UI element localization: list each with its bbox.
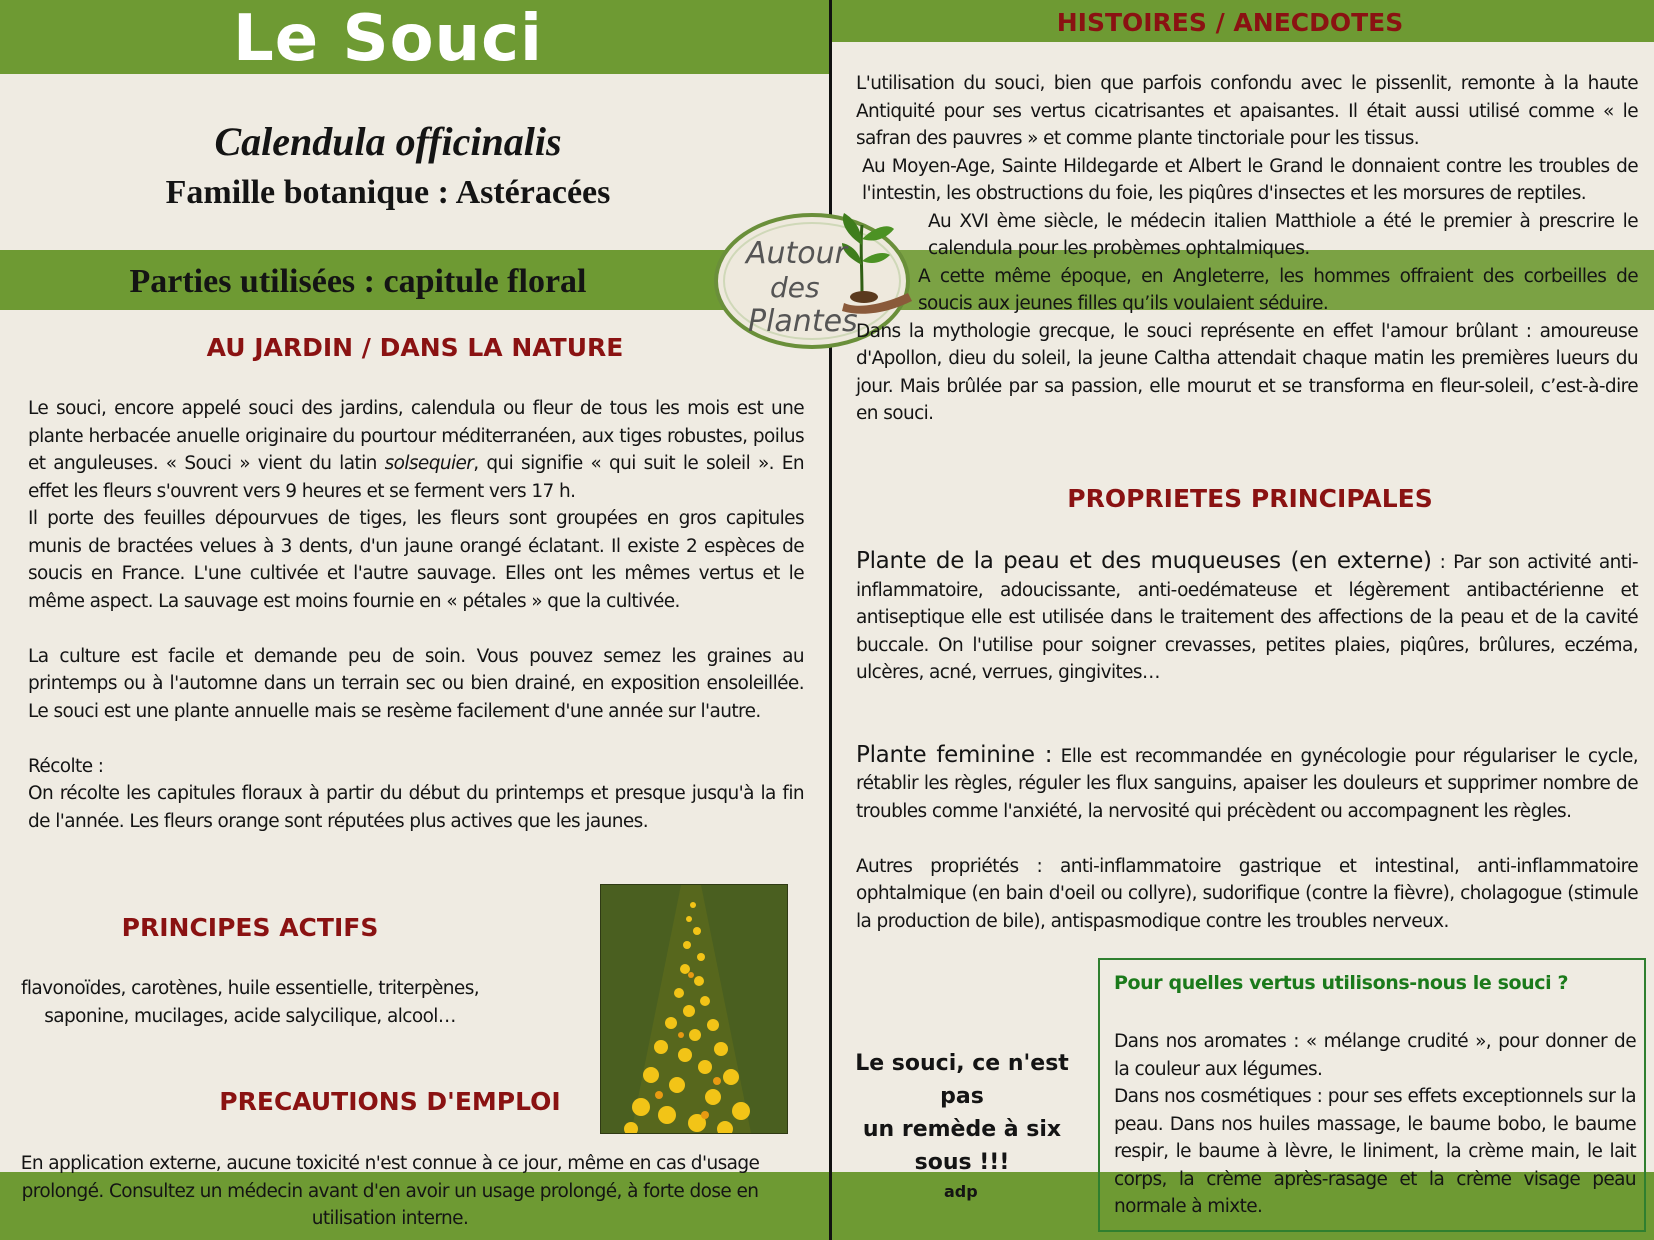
footer-adp: adp bbox=[944, 1182, 978, 1201]
principes-line-2: saponine, mucilages, acide salycilique, alcool… bbox=[44, 1006, 456, 1027]
proprietes-peau: Plante de la peau et des muqueuses (en externe) : Par son activité anti-inflammatoire, adoucissante, anti-oedémateuse et légèrement antibactérienne et antiseptique elle est utilisée dans le traitement des affections de la peau et de la cavité buccale. On l'utilise pour soigner crevasses, petites plaies, piqûres, brûlures, eczéma, ulcères, acné, verrues, gingivites… bbox=[856, 548, 1639, 683]
proprietes-autres: Autres propriétés : anti-inflammatoire gastrique et intestinal, anti-inflammatoire ophtalmique (en bain d'oeil ou collyre), sudorifique (contre la fièvre), cholagogue (stimule la production de bile), antispasmodique contre les troubles nerveux. bbox=[856, 855, 1638, 932]
histoires-paragraph-5: Dans la mythologie grecque, le souci représente en effet l'amour brûlant : amoureuse d'Apollon, dieu du soleil, la jeune Caltha attendait chaque matin les premières lueurs du jour. Mais brûlée par sa passion, elle mourut et se transforma en fleur-soleil, c’est-à-dire en souci. bbox=[856, 320, 1638, 424]
principes-text bbox=[0, 975, 500, 1031]
precautions-heading: PRECAUTIONS D'EMPLOI bbox=[219, 1087, 561, 1116]
calendula-field-photo bbox=[600, 884, 788, 1134]
latin-name: Calendula officinalis bbox=[214, 119, 562, 164]
proprietes-heading: PROPRIETES PRINCIPALES bbox=[1067, 484, 1433, 513]
vertus-cosmetiques: Dans nos cosmétiques : pour ses effets exceptionnels sur la peau. Dans nos huiles massage, le baume bobo, le baume respir, le baume à lèvre, le liniment, la crème main, le lait corps, la crème après-rasage et la crème visage peau normale à mixte. bbox=[1114, 1086, 1636, 1217]
jardin-paragraph-2: Il porte des feuilles dépourvues de tiges, les fleurs sont groupées en gros capitules munis de bractées velues à 3 dents, d'un jaune orangé éclatant. Il existe 2 espèces de soucis en France. L'une cultivée et l'autre sauvage. Elles ont les mêmes vertus et le même aspect. La sauvage est moins fournie en « pétales » que la cultivée. bbox=[28, 508, 804, 612]
parts-used: Parties utilisées : capitule floral bbox=[129, 263, 587, 300]
jardin-paragraph-3: La culture est facile et demande peu de soin. Vous pouvez semez les graines au printemps ou à l'automne dans un terrain sec ou bien drainé, en exposition ensoleillée. Le souci est une plante annuelle mais se resème facilement d'une année sur l'autre. bbox=[28, 645, 804, 722]
vertus-box bbox=[1098, 958, 1646, 1232]
logo-text-plantes: Plantes bbox=[748, 304, 858, 339]
jardin-text bbox=[28, 395, 804, 835]
principes-line-1: flavonoïdes, carotènes, huile essentielle, triterpènes, bbox=[20, 978, 480, 999]
histoires-heading: HISTOIRES / ANECDOTES bbox=[1056, 8, 1404, 37]
jardin-paragraph-1: Le souci, encore appelé souci des jardins, calendula ou fleur de tous les mois est une plante herbacée anuelle originaire du pourtour méditerranéen, aux tiges robustes, poilus et anguleuses. « Souci » vient du latin solsequier, qui signifie « qui suit le soleil ». En effet les fleurs s'ouvrent vers 9 heures et se ferment vers 17 h. bbox=[28, 398, 804, 502]
proprietes-feminine: Plante feminine : Elle est recommandée en gynécologie pour régulariser le cycle, rétablir les règles, réguler les flux sanguins, apaiser les douleurs et supprimer nombre de troubles comme l'anxiété, la nervosité qui précèdent ou accompagnent les règles. bbox=[856, 741, 1639, 822]
logo-text-autour: Autour bbox=[746, 236, 848, 271]
vertus-box-title: Pour quelles vertus utilisons-nous le souci ? bbox=[1114, 972, 1569, 994]
jardin-paragraph-4: On récolte les capitules floraux à partir du début du printemps et presque jusqu'à la fin de l'année. Les fleurs orange sont réputées plus actives que les jaunes. bbox=[28, 783, 804, 832]
feminine-lead: Plante feminine : bbox=[856, 741, 1053, 768]
precautions-text: En application externe, aucune toxicité n'est connue à ce jour, même en cas d'usage prolongé. Consultez un médecin avant d'en avoir un usage prolongé, à forte dose en utilisation interne. bbox=[20, 1153, 760, 1229]
logo-text-des: des bbox=[770, 271, 820, 304]
page-title: Le Souci bbox=[233, 2, 543, 76]
remede-callout: Le souci, ce n'est pas un remède à six sous !!! bbox=[855, 1051, 1069, 1175]
jardin-heading: AU JARDIN / DANS LA NATURE bbox=[206, 333, 624, 362]
peau-lead: Plante de la peau et des muqueuses (en externe) bbox=[856, 548, 1432, 574]
proprietes-text bbox=[856, 548, 1638, 935]
histoires-text bbox=[856, 70, 1638, 428]
recolte-label: Récolte : bbox=[28, 755, 104, 777]
vertus-box-text bbox=[1114, 1028, 1636, 1221]
histoires-paragraph-4: A cette même époque, en Angleterre, les hommes offraient des corbeilles de soucis aux jeunes filles qu’ils voulaient séduire. bbox=[918, 265, 1638, 314]
histoires-paragraph-3: Au XVI ème siècle, le médecin italien Matthiole a été le premier à prescrire le calendula pour les probèmes ophtalmiques. bbox=[928, 210, 1638, 259]
vertus-aromates: Dans nos aromates : « mélange crudité », pour donner de la couleur aux légumes. bbox=[1114, 1031, 1636, 1080]
botanical-family: Famille botanique : Astéracées bbox=[165, 174, 611, 211]
histoires-paragraph-1: L'utilisation du souci, bien que parfois confondu avec le pissenlit, remonte à la haute Antiquité pour ses vertus cicatrisantes et apaisantes. Il était aussi utilisé comme « le safran des pauvres » et comme plante tinctoriale pour les tissus. bbox=[856, 73, 1638, 149]
principes-heading: PRINCIPES ACTIFS bbox=[121, 913, 379, 942]
histoires-paragraph-2: Au Moyen-Age, Sainte Hildegarde et Albert le Grand le donnaient contre les troubles de l'intestin, les obstructions du foie, les piqûres d'insectes et les morsures de reptiles. bbox=[862, 155, 1638, 204]
